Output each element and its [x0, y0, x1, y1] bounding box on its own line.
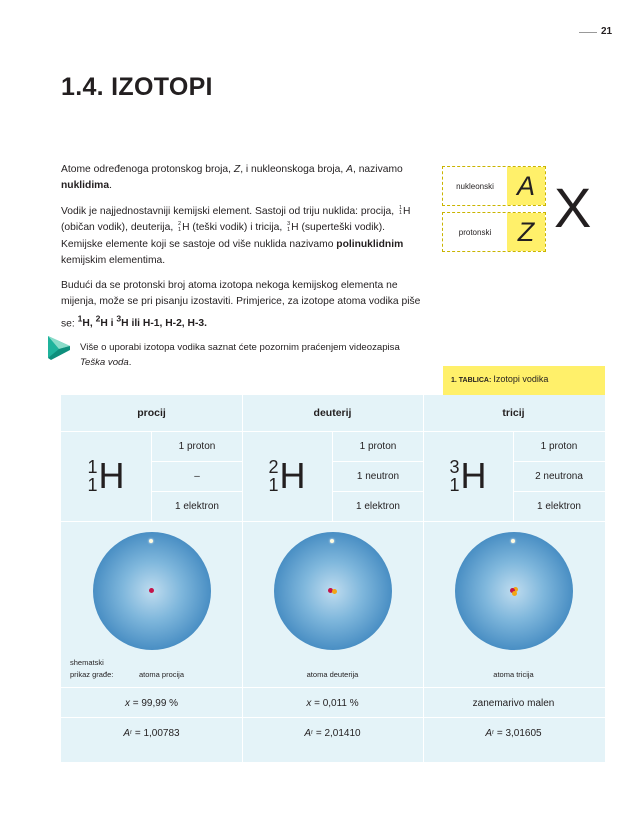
protium-abundance: x = 99,99 %: [124, 697, 179, 709]
col-header-protium: procij: [137, 407, 166, 419]
electron: [511, 539, 515, 543]
element-symbol-x: X: [554, 176, 592, 239]
tritium-abundance: zanemarivo malen: [472, 697, 555, 709]
proton-label: protonski: [458, 227, 492, 237]
protium-protons: 1 proton: [178, 440, 216, 452]
protium-neutrons: –: [194, 470, 200, 482]
deuterium-atom-illustration: [274, 532, 392, 650]
nuclide-symbol-deuterium: 2 1 H: [268, 455, 306, 496]
neutron: [512, 591, 517, 596]
protium-atomic-mass: A r = 1,00783: [123, 727, 180, 739]
section-title: 1.4. IZOTOPI: [61, 73, 213, 101]
nuclide-symbol-tritium: 3 1 H: [449, 455, 487, 496]
page-number-rule: [579, 32, 597, 33]
nucleon-label: nukleonski: [456, 181, 494, 191]
tritium-neutrons: 2 neutrona: [535, 470, 583, 482]
protium-electrons: 1 elektron: [175, 500, 219, 512]
table-row-divider: [61, 521, 605, 522]
deuterium-atomic-mass: A r = 2,01410: [304, 727, 361, 739]
proton: [149, 588, 154, 593]
video-play-icon[interactable]: [45, 334, 73, 362]
deuterium-electrons: 1 elektron: [356, 500, 400, 512]
paragraph-hydrogen: Vodik je najjednostavniji kemijski element. Sastoji od triju nuklida: procija, 1 1 H (običan vodik), deuterija, 2 1 H (teški vodik) i tricija, 3 1 H (superteški vodik). Kemijske elemente koji se sastoje od više nuklida nazivamo polinuklidnim kemijskim elementima.: [61, 204, 411, 266]
term-polynuclidic: polinuklidnim: [336, 238, 404, 250]
nucleon-letter: A: [507, 167, 545, 205]
proton-letter: Z: [507, 213, 545, 251]
tritium-atomic-mass: A r = 3,01605: [485, 727, 542, 739]
video-title-link[interactable]: Teška voda: [80, 357, 129, 368]
nuclide-symbol-protium: 1 1 H: [87, 455, 125, 496]
deuterium-protons: 1 proton: [359, 440, 397, 452]
tritium-protons: 1 proton: [540, 440, 578, 452]
tritium-atom-label: atoma tricija: [493, 670, 534, 679]
neutron: [332, 589, 337, 594]
schematic-label: shematski prikaz građe:: [70, 658, 114, 679]
protium-atom-illustration: [93, 532, 211, 650]
deuterium-atom-label: atoma deuterija: [306, 670, 359, 679]
nucleon-number-box: [442, 166, 546, 206]
paragraph-notation: Budući da se protonski broj atoma izotopa nekoga kemijskog elementa ne mijenja, može se pri pisanju izostaviti. Primjerice, za izotope atoma vodika piše se: $^1$H, $^2$H i $^3$H ili H-1, H-2, H-3.: [61, 280, 421, 330]
proton-number-box: [442, 212, 546, 252]
electron: [149, 539, 153, 543]
term-nuclides: nuklidima: [61, 180, 110, 192]
table-caption: 1. TABLICA: Izotopi vodika: [443, 366, 605, 395]
col-header-deuterium: deuterij: [313, 407, 352, 419]
paragraph-nuclides: Atome određenoga protonskog broja, Z, i nukleonskoga broja, A, nazivamo nuklidima.: [61, 164, 403, 192]
deuterium-abundance: x = 0,011 %: [306, 697, 359, 709]
page-number: 21: [601, 26, 613, 37]
tritium-electrons: 1 elektron: [537, 500, 581, 512]
tritium-atom-illustration: [455, 532, 573, 650]
electron: [330, 539, 334, 543]
deuterium-neutrons: 1 neutron: [356, 470, 400, 482]
video-note: Više o uporabi izotopa vodika saznat ćete pozornim praćenjem videozapisa Teška voda.: [80, 342, 400, 368]
protium-atom-label: atoma procija: [138, 670, 185, 679]
col-header-tritium: tricij: [502, 407, 525, 419]
